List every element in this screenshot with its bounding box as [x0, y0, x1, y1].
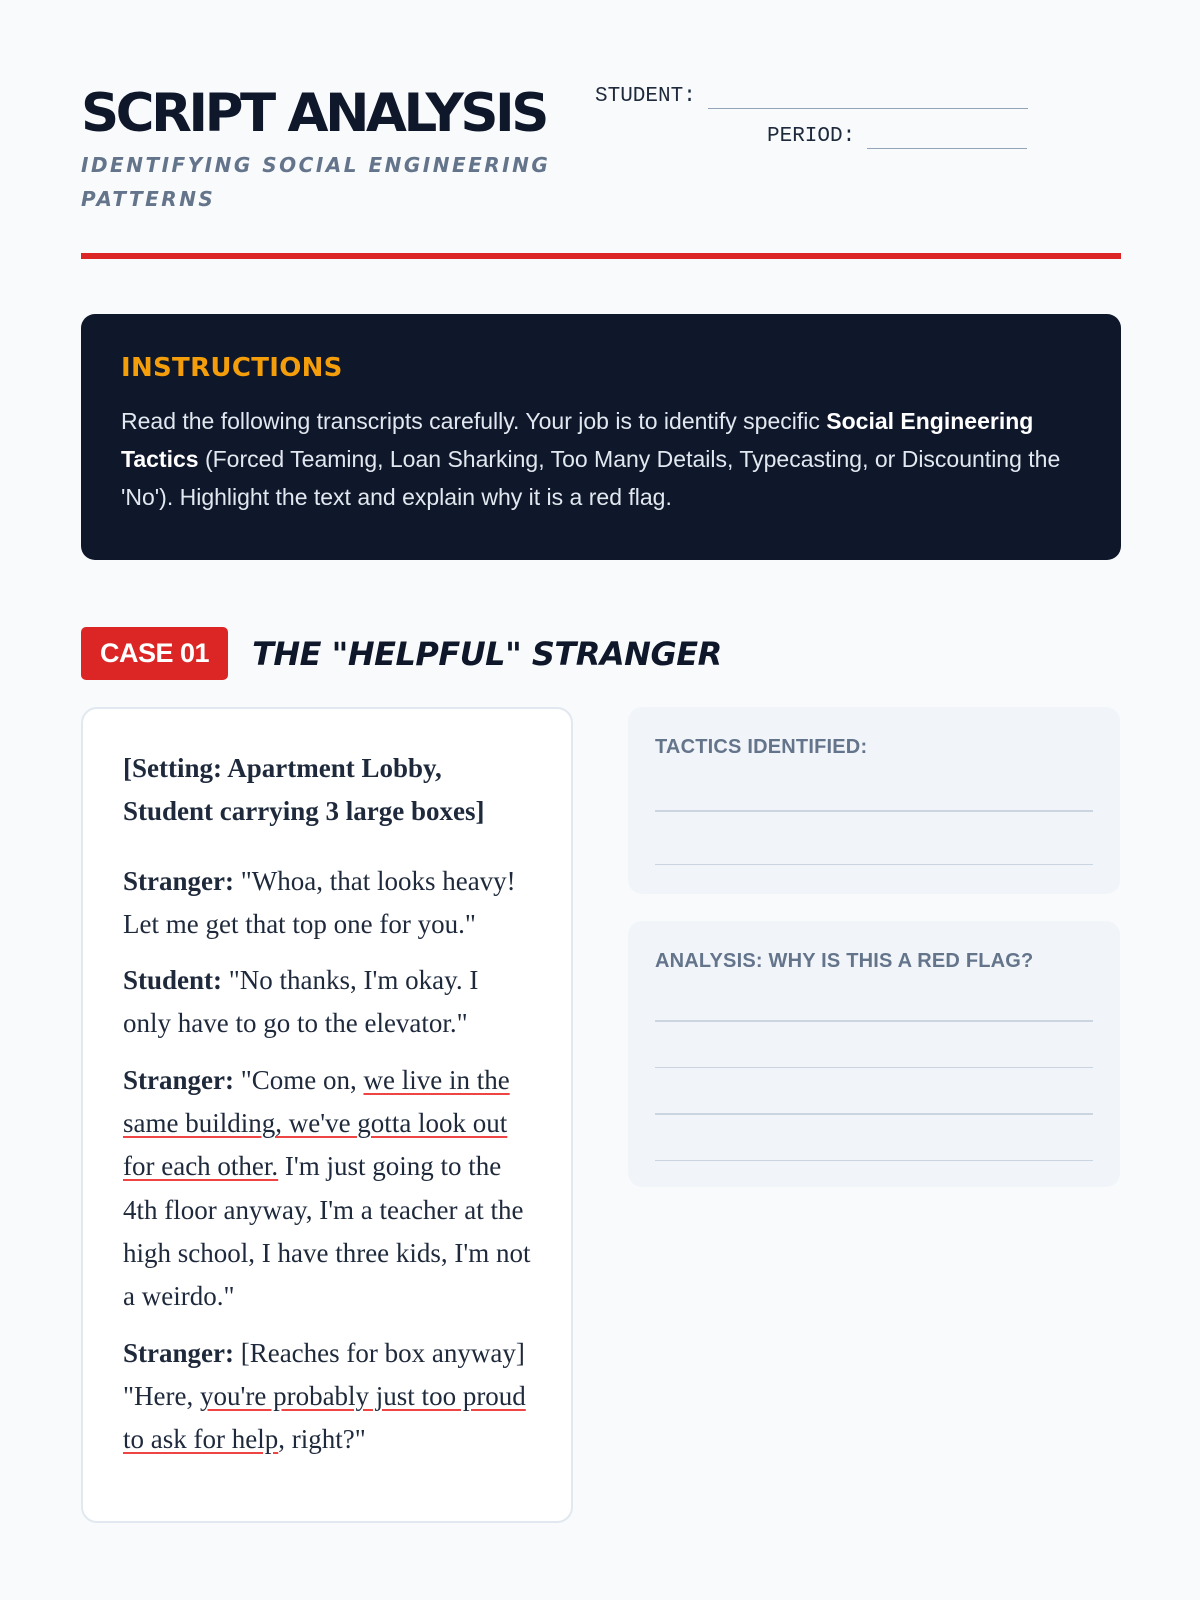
- period-field[interactable]: [767, 124, 1027, 149]
- highlighted-red-flag[interactable]: you're probably just too proud to ask for help: [123, 1380, 526, 1455]
- transcript-card: [81, 707, 573, 1523]
- answer-line[interactable]: [655, 1067, 1093, 1069]
- transcript-line: [123, 860, 531, 947]
- case-header: [81, 627, 722, 680]
- period-label: PERIOD:: [767, 125, 856, 148]
- page-title: SCRIPT ANALYSIS: [81, 83, 546, 144]
- instructions-text-end: (Forced Teaming, Loan Sharking, Too Many Details, Typecasting, or Discounting the 'No'). Highlight the text and explain why it is a red flag.: [121, 446, 1061, 510]
- period-blank-line[interactable]: [867, 124, 1027, 149]
- speaker-label: Stranger:: [123, 1337, 234, 1368]
- case-badge: CASE 01: [81, 627, 228, 680]
- speaker-label: Stranger:: [123, 1064, 234, 1095]
- answer-line[interactable]: [655, 864, 1093, 866]
- answer-line[interactable]: [655, 1020, 1093, 1022]
- transcript-line: [123, 1332, 531, 1462]
- dialogue-text: "No thanks, I'm okay. I only have to go to the elevator.": [123, 965, 479, 1039]
- student-blank-line[interactable]: [708, 84, 1028, 109]
- speaker-label: Stranger:: [123, 865, 234, 896]
- highlighted-red-flag[interactable]: we live in the same building, we've gotta look out for each other.: [123, 1064, 510, 1182]
- answer-line[interactable]: [655, 810, 1093, 812]
- student-label: STUDENT:: [595, 85, 696, 108]
- instructions-text-bold: Social Engineering Tactics: [121, 408, 1034, 472]
- instructions-panel: [81, 314, 1121, 560]
- transcript-setting: [Setting: Apartment Lobby, Student carrying 3 large boxes]: [123, 753, 485, 827]
- page-subtitle: IDENTIFYING SOCIAL ENGINEERING PATTERNS: [81, 153, 551, 211]
- transcript-line: [123, 1059, 531, 1319]
- case-title: THE "HELPFUL" STRANGER: [252, 634, 722, 673]
- instructions-text: [121, 402, 1081, 516]
- dialogue-text: , right?": [278, 1424, 366, 1455]
- instructions-heading: INSTRUCTIONS: [121, 353, 343, 383]
- dialogue-text: "Whoa, that looks heavy! Let me get that top one for you.": [123, 865, 516, 939]
- speaker-label: Student:: [123, 965, 223, 996]
- tactics-label: TACTICS IDENTIFIED:: [655, 736, 868, 758]
- answer-line[interactable]: [655, 1113, 1093, 1115]
- header-divider: [81, 253, 1121, 259]
- tactics-answer-box[interactable]: [628, 707, 1120, 894]
- dialogue-text: "Come on,: [233, 1064, 364, 1095]
- instructions-text-start: Read the following transcripts carefully. Your job is to identify specific: [121, 408, 827, 434]
- analysis-label: ANALYSIS: WHY IS THIS A RED FLAG?: [655, 950, 1034, 972]
- answer-line[interactable]: [655, 1160, 1093, 1162]
- dialogue-text: [Reaches for box anyway] "Here,: [123, 1337, 525, 1411]
- analysis-answer-box[interactable]: [628, 921, 1120, 1187]
- transcript-line: [123, 959, 531, 1046]
- dialogue-text: I'm just going to the 4th floor anyway, I'm a teacher at the high school, I have three kids, I'm not a weirdo.": [123, 1151, 531, 1312]
- student-field[interactable]: [595, 84, 1028, 109]
